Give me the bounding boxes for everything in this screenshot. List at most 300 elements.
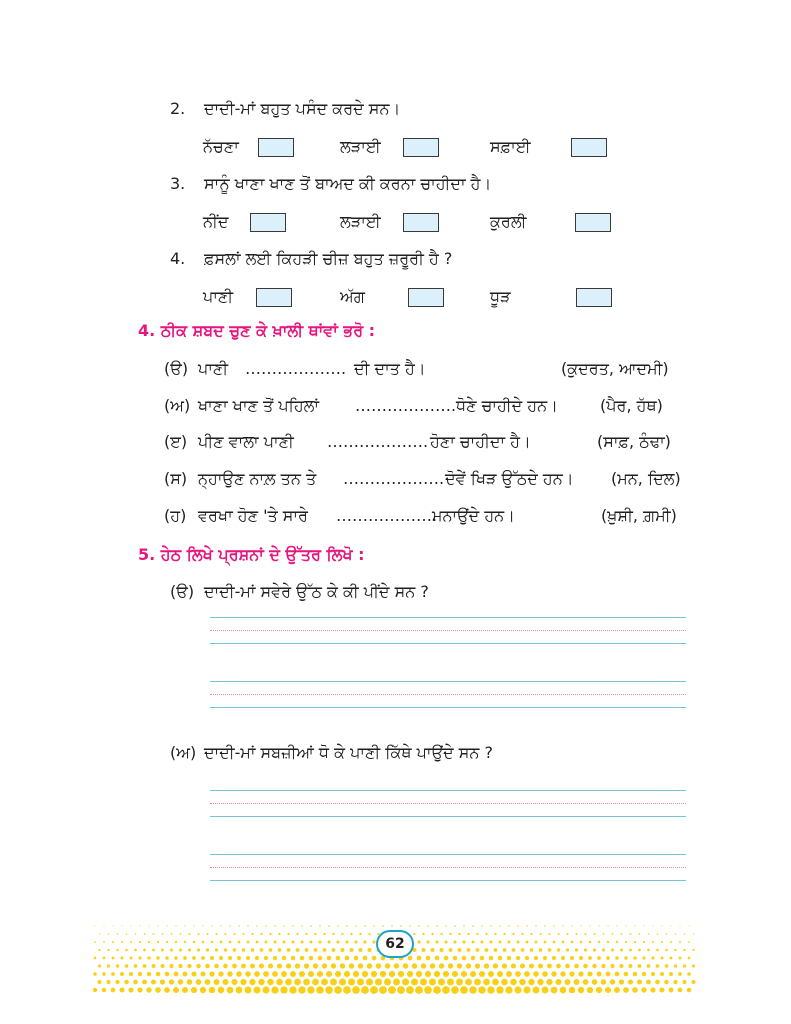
halftone-dot: [643, 941, 645, 943]
halftone-dot: [669, 988, 674, 993]
halftone-dot: [309, 940, 312, 943]
halftone-dot: [143, 964, 147, 968]
halftone-dot: [434, 971, 440, 977]
halftone-dot: [151, 979, 156, 984]
halftone-dot: [526, 941, 529, 944]
halftone-dot: [583, 979, 589, 985]
option-label: ਕੁਰਲੀ: [490, 212, 527, 231]
halftone-dot: [562, 925, 563, 926]
halftone-dot: [496, 986, 503, 993]
halftone-dot: [453, 940, 456, 943]
halftone-dot: [372, 956, 377, 961]
halftone-dot: [367, 963, 372, 968]
halftone-dot: [339, 979, 346, 986]
halftone-dot: [620, 949, 623, 952]
halftone-dot: [301, 925, 303, 927]
halftone-dot: [220, 925, 221, 926]
halftone-dot: [463, 925, 465, 927]
halftone-dot: [327, 940, 330, 943]
halftone-dot: [153, 933, 155, 935]
halftone-dot: [321, 979, 328, 986]
halftone-dot: [589, 925, 590, 926]
halftone-dot: [650, 987, 655, 992]
question-label: (ਅ): [170, 743, 197, 762]
halftone-dot: [171, 933, 173, 935]
halftone-dot: [309, 956, 314, 961]
halftone-dot: [449, 933, 451, 935]
halftone-dot: [156, 956, 159, 959]
halftone-dot: [205, 979, 211, 985]
halftone-dot: [228, 956, 232, 960]
halftone-dot: [215, 948, 218, 951]
halftone-dot: [385, 963, 390, 968]
halftone-dot: [165, 956, 169, 960]
option-label: ਅੱਗ: [340, 287, 365, 306]
halftone-dot: [485, 948, 489, 952]
halftone-dot: [438, 979, 445, 986]
halftone-dot: [499, 925, 501, 927]
halftone-dot: [467, 933, 469, 935]
halftone-dot: [544, 925, 545, 926]
halftone-dot: [198, 933, 200, 935]
halftone-dot: [346, 925, 348, 927]
halftone-dot: [368, 948, 372, 952]
halftone-dot: [625, 941, 627, 943]
halftone-dot: [571, 941, 574, 944]
halftone-dot: [519, 979, 525, 985]
halftone-dot: [341, 933, 343, 935]
item-text-before: ਵਰਖਾ ਹੋਣ 'ਤੇ ਸਾਰੇ: [198, 506, 308, 525]
halftone-dot: [125, 949, 128, 952]
halftone-dot: [134, 949, 137, 952]
halftone-dot: [113, 926, 114, 927]
halftone-dot: [661, 925, 662, 926]
writing-rule: [210, 643, 686, 644]
halftone-dot: [124, 980, 129, 985]
halftone-dot: [218, 971, 223, 976]
halftone-dot: [424, 986, 432, 994]
item-text-after: ਦੋਵੇਂ ਖਿੜ ਉੱਠਦੇ ਹਨ।: [445, 469, 574, 488]
halftone-dot: [692, 964, 695, 967]
answer-checkbox[interactable]: [576, 288, 612, 307]
halftone-dot: [415, 986, 423, 994]
question-text: ਦਾਦੀ-ਮਾਂ ਸਬਜ਼ੀਆਂ ਧੋ ਕੇ ਪਾਣੀ ਕਿੱਥੇ ਪਾਉਂਦੇ ਸਨ ?: [204, 743, 493, 762]
halftone-dot: [222, 979, 228, 985]
halftone-dot: [210, 956, 214, 960]
option-label: ਧੂੜ: [490, 287, 511, 306]
halftone-dot: [484, 963, 489, 968]
halftone-dot: [499, 941, 502, 944]
halftone-dot: [289, 986, 296, 993]
halftone-dot: [610, 979, 615, 984]
halftone-dot: [371, 971, 377, 977]
halftone-dot: [436, 925, 438, 927]
halftone-dot: [514, 986, 521, 993]
halftone-dot: [575, 948, 578, 951]
halftone-dot: [688, 957, 691, 960]
halftone-dot: [524, 971, 530, 977]
writing-guide: [210, 803, 686, 804]
halftone-dot: [571, 925, 572, 926]
halftone-dot: [359, 948, 363, 952]
halftone-dot: [211, 925, 212, 926]
option-label: ਲੜਾਈ: [340, 212, 381, 231]
halftone-dot: [310, 925, 312, 927]
option-label: ਸਫ਼ਾਈ: [490, 137, 531, 156]
halftone-dot: [353, 971, 359, 977]
halftone-dot: [598, 941, 601, 944]
halftone-dot: [191, 987, 197, 993]
halftone-dot: [200, 987, 206, 993]
halftone-dot: [651, 972, 655, 976]
halftone-dot: [462, 956, 467, 961]
halftone-dot: [440, 933, 442, 935]
halftone-dot: [138, 972, 142, 976]
halftone-dot: [394, 963, 399, 968]
halftone-dot: [422, 948, 426, 952]
halftone-dot: [687, 988, 691, 992]
halftone-dot: [295, 963, 300, 968]
halftone-dot: [202, 941, 205, 944]
halftone-dot: [229, 941, 232, 944]
halftone-dot: [688, 941, 690, 943]
halftone-dot: [416, 971, 422, 977]
blank-dots[interactable]: ……………….: [336, 506, 438, 525]
word-choices: (ਸਾਫ਼, ਠੰਢਾ): [597, 432, 671, 451]
halftone-dot: [178, 979, 183, 984]
halftone-dot: [103, 957, 106, 960]
halftone-dot: [298, 986, 305, 993]
halftone-dot: [286, 963, 291, 968]
halftone-dot: [523, 986, 530, 993]
halftone-dot: [619, 964, 623, 968]
halftone-dot: [267, 979, 274, 986]
halftone-dot: [120, 988, 125, 993]
halftone-dot: [470, 971, 476, 977]
halftone-dot: [294, 979, 301, 986]
halftone-dot: [510, 979, 517, 986]
halftone-dot: [602, 948, 605, 951]
halftone-dot: [411, 978, 418, 985]
halftone-dot: [633, 972, 637, 976]
halftone-dot: [648, 933, 650, 935]
halftone-dot: [330, 979, 337, 986]
halftone-dot: [236, 971, 242, 977]
halftone-dot: [152, 964, 156, 968]
halftone-dot: [325, 986, 333, 994]
halftone-dot: [478, 986, 486, 994]
halftone-dot: [548, 933, 550, 935]
halftone-dot: [433, 986, 441, 994]
halftone-dot: [174, 972, 179, 977]
halftone-dot: [469, 986, 477, 994]
item-text-before: ਪੀਣ ਵਾਲਾ ਪਾਣੀ: [198, 432, 294, 451]
answer-checkbox[interactable]: [571, 138, 607, 157]
halftone-dot: [272, 971, 278, 977]
halftone-dot: [546, 979, 552, 985]
halftone-dot: [597, 972, 602, 977]
blank-dots[interactable]: ……………….: [327, 432, 429, 451]
halftone-dot: [135, 933, 137, 935]
halftone-dot: [628, 979, 633, 984]
halftone-dot: [184, 941, 186, 943]
halftone-dot: [517, 941, 520, 944]
halftone-dot: [456, 979, 463, 986]
halftone-dot: [692, 980, 696, 984]
blank-dots[interactable]: ……………….: [245, 359, 347, 378]
item-text-after: ਦੀ ਦਾਤ ਹੈ।: [354, 359, 426, 378]
halftone-dot: [574, 979, 580, 985]
writing-guide: [210, 630, 686, 631]
halftone-dot: [652, 925, 653, 926]
halftone-dot: [160, 979, 165, 984]
halftone-dot: [229, 925, 230, 926]
halftone-dot: [553, 941, 556, 944]
halftone-dot: [170, 949, 173, 952]
halftone-dot: [224, 933, 226, 935]
halftone-dot: [224, 948, 227, 951]
halftone-dot: [547, 964, 552, 969]
answer-checkbox[interactable]: [408, 288, 444, 307]
halftone-dot: [258, 979, 264, 985]
halftone-dot: [443, 971, 449, 977]
halftone-dot: [278, 933, 280, 935]
item-label: (ੳ): [164, 359, 189, 378]
halftone-dot: [458, 933, 460, 935]
halftone-dot: [245, 987, 252, 994]
halftone-dot: [303, 979, 310, 986]
halftone-dot: [472, 925, 474, 927]
halftone-dot: [453, 956, 458, 961]
halftone-dot: [247, 925, 248, 926]
halftone-dot: [642, 956, 645, 959]
halftone-dot: [683, 949, 685, 951]
halftone-dot: [580, 941, 583, 944]
halftone-dot: [656, 949, 659, 952]
halftone-dot: [615, 972, 620, 977]
answer-checkbox[interactable]: [256, 288, 292, 307]
halftone-dot: [566, 933, 568, 935]
halftone-dot: [474, 979, 481, 986]
halftone-dot: [503, 948, 507, 952]
answer-checkbox[interactable]: [403, 138, 439, 157]
halftone-dot: [129, 956, 132, 959]
halftone-dot: [283, 925, 285, 927]
halftone-dot: [242, 933, 244, 935]
halftone-dot: [542, 971, 548, 977]
item-text-after: ਧੋਣੇ ਚਾਹੀਦੇ ਹਨ।: [456, 396, 558, 415]
halftone-dot: [412, 963, 417, 968]
halftone-dot: [606, 956, 610, 960]
halftone-dot: [94, 941, 96, 943]
halftone-dot: [430, 963, 435, 968]
halftone-dot: [357, 979, 364, 986]
halftone-dot: [253, 986, 260, 993]
halftone-dot: [498, 956, 502, 960]
writing-rule: [210, 681, 686, 682]
halftone-dot: [551, 971, 556, 976]
halftone-dot: [219, 956, 223, 960]
halftone-dot: [191, 971, 196, 976]
halftone-dot: [431, 948, 435, 952]
halftone-dot: [164, 987, 170, 993]
halftone-dot: [169, 979, 174, 984]
halftone-dot: [530, 933, 532, 935]
item-label: (ੲ): [164, 432, 188, 451]
halftone-dot: [142, 980, 147, 985]
halftone-dot: [259, 964, 264, 969]
halftone-dot: [273, 956, 277, 960]
halftone-dot: [490, 925, 492, 927]
writing-rule: [210, 790, 686, 791]
halftone-dot: [457, 963, 462, 968]
halftone-dot: [406, 986, 414, 994]
halftone-dot: [665, 949, 668, 952]
halftone-dot: [621, 933, 623, 935]
halftone-dot: [93, 988, 97, 992]
halftone-dot: [561, 956, 565, 960]
halftone-dot: [112, 957, 115, 960]
halftone-dot: [355, 925, 357, 927]
halftone-dot: [458, 948, 462, 952]
halftone-dot: [350, 933, 352, 935]
halftone-dot: [175, 925, 176, 926]
halftone-dot: [632, 987, 638, 993]
blank-dots[interactable]: ……………….: [343, 469, 445, 488]
halftone-dot: [98, 964, 101, 967]
halftone-dot: [633, 956, 636, 959]
halftone-dot: [641, 987, 646, 992]
halftone-dot: [553, 925, 554, 926]
halftone-dot: [291, 956, 295, 960]
halftone-dot: [184, 925, 185, 926]
halftone-dot: [520, 963, 525, 968]
halftone-dot: [597, 956, 601, 960]
halftone-dot: [449, 948, 453, 952]
halftone-dot: [413, 933, 415, 935]
halftone-dot: [240, 979, 246, 985]
halftone-dot: [254, 971, 260, 977]
halftone-dot: [271, 986, 278, 993]
halftone-dot: [556, 964, 561, 969]
halftone-dot: [107, 949, 109, 951]
halftone-dot: [336, 940, 339, 943]
halftone-dot: [147, 956, 150, 959]
halftone-dot: [312, 979, 319, 986]
halftone-dot: [476, 948, 480, 952]
halftone-dot: [409, 925, 411, 927]
word-choices: (ਖ਼ੁਸ਼ੀ, ਗ਼ਮੀ): [601, 506, 677, 525]
halftone-dot: [539, 933, 541, 935]
halftone-dot: [525, 956, 529, 960]
answer-checkbox[interactable]: [575, 213, 611, 232]
halftone-dot: [652, 941, 654, 943]
halftone-dot: [587, 971, 592, 976]
halftone-dot: [137, 987, 142, 992]
halftone-dot: [345, 956, 350, 961]
halftone-dot: [269, 933, 271, 935]
halftone-dot: [642, 972, 646, 976]
answer-checkbox[interactable]: [250, 213, 286, 232]
halftone-dot: [182, 987, 188, 993]
halftone-dot: [188, 948, 191, 951]
halftone-dot: [615, 956, 619, 960]
halftone-dot: [251, 948, 255, 952]
halftone-dot: [475, 963, 480, 968]
halftone-dot: [647, 949, 650, 952]
halftone-dot: [148, 941, 150, 943]
halftone-dot: [689, 926, 690, 927]
halftone-dot: [174, 956, 178, 960]
halftone-dot: [503, 933, 505, 935]
halftone-dot: [249, 979, 255, 985]
halftone-dot: [693, 933, 694, 934]
halftone-dot: [431, 933, 433, 935]
halftone-dot: [440, 948, 444, 952]
halftone-dot: [555, 979, 561, 985]
halftone-dot: [565, 979, 571, 985]
halftone-dot: [98, 949, 100, 951]
halftone-dot: [384, 978, 391, 985]
halftone-dot: [637, 980, 642, 985]
halftone-dot: [492, 979, 499, 986]
halftone-dot: [300, 940, 303, 943]
halftone-dot: [282, 956, 286, 960]
halftone-dot: [661, 941, 663, 943]
halftone-dot: [407, 971, 413, 977]
halftone-dot: [332, 948, 336, 952]
halftone-dot: [292, 941, 295, 944]
answer-checkbox[interactable]: [403, 213, 439, 232]
halftone-dot: [155, 987, 161, 993]
halftone-dot: [156, 972, 161, 977]
halftone-dot: [665, 964, 668, 967]
halftone-dot: [669, 972, 673, 976]
halftone-dot: [317, 971, 323, 977]
halftone-dot: [157, 925, 158, 926]
blank-dots[interactable]: ……………….: [355, 396, 457, 415]
halftone-dot: [274, 925, 275, 926]
halftone-dot: [200, 971, 205, 976]
halftone-dot: [121, 957, 124, 960]
section-5-heading: 5. ਹੇਠ ਲਿਖੇ ਪ੍ਰਸ਼ਨਾਂ ਦੇ ਉੱਤਰ ਲਿਖੋ :: [138, 545, 365, 564]
halftone-dot: [308, 971, 314, 977]
halftone-dot: [480, 940, 483, 943]
halftone-dot: [603, 933, 605, 935]
halftone-dot: [673, 980, 677, 984]
halftone-dot: [196, 964, 200, 968]
halftone-dot: [678, 988, 683, 993]
halftone-dot: [305, 933, 307, 935]
halftone-dot: [307, 986, 315, 994]
halftone-dot: [335, 971, 341, 977]
halftone-dot: [451, 986, 459, 994]
halftone-dot: [292, 925, 294, 927]
halftone-dot: [218, 987, 225, 994]
answer-checkbox[interactable]: [258, 138, 294, 157]
halftone-dot: [454, 925, 456, 927]
halftone-dot: [237, 956, 241, 960]
halftone-dot: [512, 933, 514, 935]
halftone-dot: [183, 956, 187, 960]
halftone-dot: [209, 987, 216, 994]
halftone-dot: [278, 948, 282, 952]
halftone-dot: [337, 925, 339, 927]
halftone-dot: [370, 986, 378, 994]
halftone-dot: [242, 948, 245, 951]
halftone-dot: [146, 987, 151, 992]
writing-rule: [210, 854, 686, 855]
